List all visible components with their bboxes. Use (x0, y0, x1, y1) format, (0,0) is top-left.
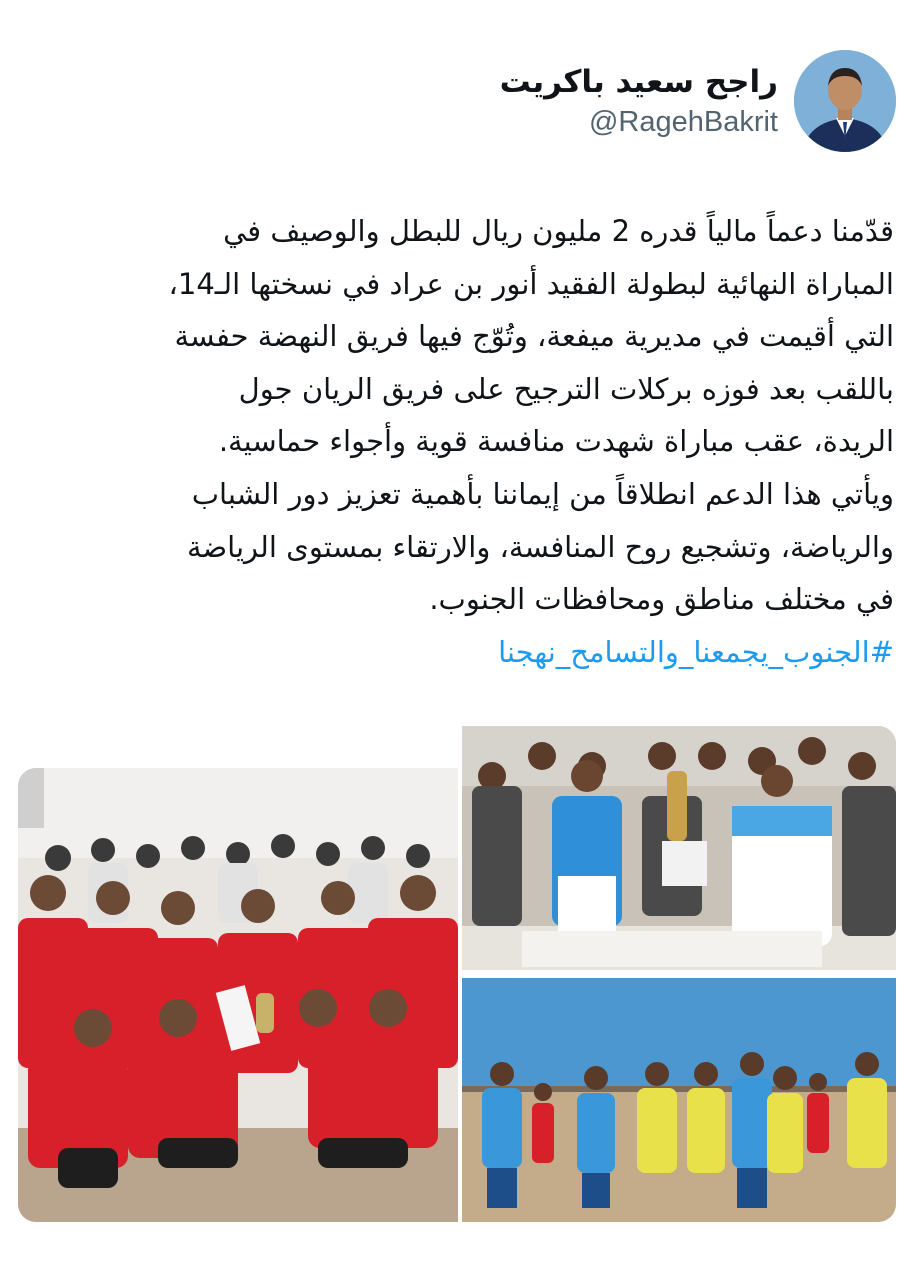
hashtag-link[interactable]: #الجنوب_يجمعنا_والتسامح_نهجنا (498, 634, 894, 669)
tweet-line: الريدة، عقب مباراة شهدت منافسة قوية وأجواء حماسية. (218, 424, 894, 459)
award-ceremony-photo[interactable] (462, 726, 896, 970)
media-grid (18, 726, 896, 1222)
display-name[interactable]: راجح سعيد باكريت (499, 64, 778, 100)
team-red-trophy-photo[interactable] (18, 768, 458, 1222)
user-handle[interactable]: @RagehBakrit (588, 106, 778, 138)
tweet-text (24, 205, 894, 678)
tweet-line: باللقب بعد فوزه بركلات الترجيح على فريق الريان جول (238, 371, 894, 406)
tweet-line: قدّمنا دعماً مالياً قدره 2 مليون ريال للبطل والوصيف في (223, 214, 894, 248)
tweet-header (396, 48, 896, 158)
tweet-line: المباراة النهائية لبطولة الفقيد أنور بن عراد في نسختها الـ14، (168, 266, 894, 301)
avatar[interactable] (794, 50, 896, 152)
tweet-line: التي أقيمت في مديرية ميفعة، وتُوّج فيها فريق النهضة حفسة (174, 319, 894, 354)
tweet-line: والرياضة، وتشجيع روح المنافسة، والارتقاء بمستوى الرياضة (186, 529, 894, 564)
tweet-line: ويأتي هذا الدعم انطلاقاً من إيماننا بأهمية تعزيز دور الشباب (191, 476, 894, 511)
players-handshake-photo[interactable] (462, 978, 896, 1222)
tweet-line: في مختلف مناطق ومحافظات الجنوب. (429, 582, 894, 617)
